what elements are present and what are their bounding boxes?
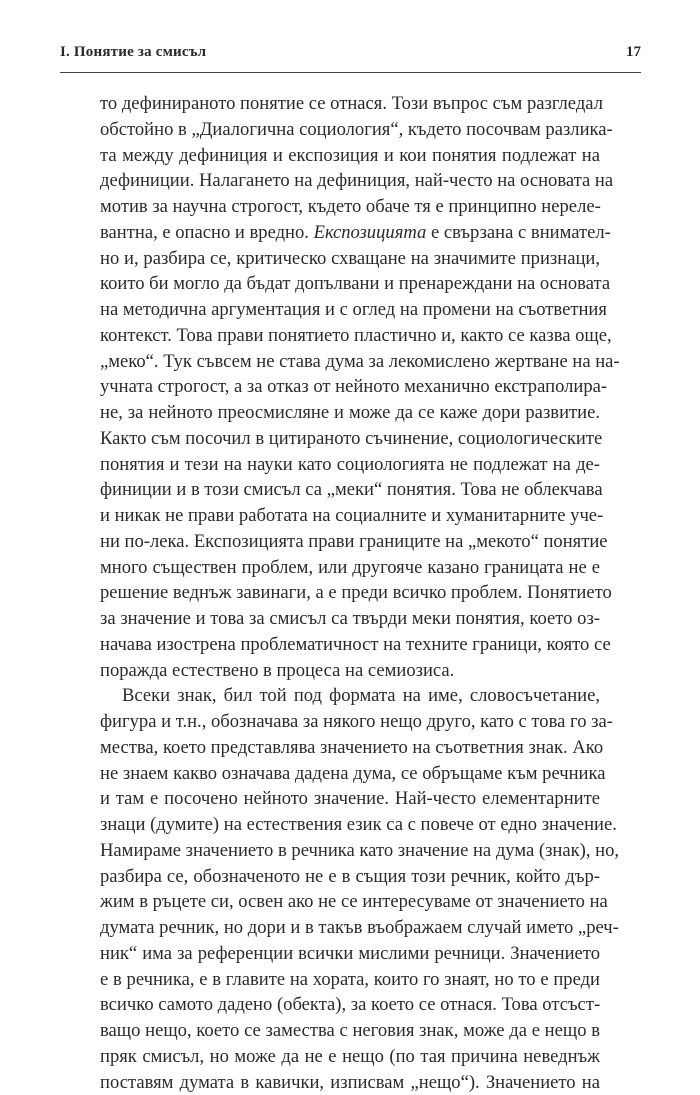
text-line: ни по-лека. Експозицията прави границите на „мекото“ понятие [100, 529, 600, 555]
text-line: учната строгост, а за отказ от нейното механично екстраполира- [100, 374, 600, 400]
text-line: ващо нещо, което се замества с неговия знак, може да е нещо в [100, 1018, 600, 1044]
section-title: I. Понятие за смисъл [60, 44, 206, 61]
text-line: на методична аргументация и с оглед на промени на съответния [100, 297, 600, 323]
running-head [60, 44, 641, 66]
text-line: фигура и т.н., обозначава за някого нещо друго, като с това го за- [100, 709, 600, 735]
text-line: ник“ има за референции всички мислими речници. Значението [100, 941, 600, 967]
text-line: Всеки знак, бил той под формата на име, словосъчетание, [100, 683, 600, 709]
text-line: поражда естествено в процеса на семиозиса. [100, 658, 600, 684]
text-line: та между дефиниция и експозиция и кои понятия подлежат на [100, 143, 600, 169]
text-line: е в речника, е в главите на хората, които го знаят, но то е преди [100, 967, 600, 993]
text-line: решение веднъж завинаги, а е преди всичко проблем. Понятието [100, 580, 600, 606]
text-line: Намираме значението в речника като значение на дума (знак), но, [100, 838, 600, 864]
text-line: „меко“. Тук съвсем не става дума за лекомислено жертване на на- [100, 349, 600, 375]
text-line: начава изострена проблематичност на техните граници, която се [100, 632, 600, 658]
body-text [100, 91, 600, 1095]
text-line: поставям думата в кавички, изписвам „нещо“). Значението на [100, 1070, 600, 1095]
text-line: но и, разбира се, критическо схващане на значимите признаци, [100, 246, 600, 272]
text-line: знаци (думите) на естествения език са с повече от едно значение. [100, 812, 600, 838]
text-line: които би могло да бъдат допълвани и пренареждани на основата [100, 271, 600, 297]
text-line: Както съм посочил в цитираното съчинение, социологическите [100, 426, 600, 452]
text-line: всичко самото дадено (обекта), за което се отнася. Това отсъст- [100, 992, 600, 1018]
text-line: финиции и в този смисъл са „меки“ понятия. Това не облекчава [100, 477, 600, 503]
text-line: обстойно в „Диалогична социология“, където посочвам разлика- [100, 117, 600, 143]
text-line: понятия и тези на науки като социологията не подлежат на де- [100, 452, 600, 478]
text-line: вантна, е опасно и вредно. Експозицията е свързана с внимател- [100, 220, 600, 246]
text-line: не знаем какво означава дадена дума, се обръщаме към речника [100, 761, 600, 787]
text-line: думата речник, но дори и в такъв въображаем случай името „реч- [100, 915, 600, 941]
text-line: разбира се, обозначеното не е в същия този речник, който дър- [100, 864, 600, 890]
text-line: то дефинираното понятие се отнася. Този въпрос съм разгледал [100, 91, 600, 117]
text-line: жим в ръцете си, освен ако не се интересуваме от значението на [100, 889, 600, 915]
text-line: и никак не прави работата на социалните и хуманитарните уче- [100, 503, 600, 529]
text-line: пряк смисъл, но може да не е нещо (по тая причина неведнъж [100, 1044, 600, 1070]
text-line: мества, което представлява значението на съответния знак. Ако [100, 735, 600, 761]
text-line: и там е посочено нейното значение. Най-често елементарните [100, 786, 600, 812]
text-line: не, за нейното преосмисляне и може да се каже дори развитие. [100, 400, 600, 426]
text-line: мотив за научна строгост, където обаче тя е принципно нереле- [100, 194, 600, 220]
text-line: контекст. Това прави понятието пластично и, както се казва още, [100, 323, 600, 349]
text-line: много съществен проблем, или другояче казано границата не е [100, 555, 600, 581]
header-rule [60, 72, 641, 73]
page-number: 17 [626, 44, 641, 61]
text-line: за значение и това за смисъл са твърди меки понятия, което оз- [100, 606, 600, 632]
text-line: дефиниции. Налагането на дефиниция, най-често на основата на [100, 168, 600, 194]
